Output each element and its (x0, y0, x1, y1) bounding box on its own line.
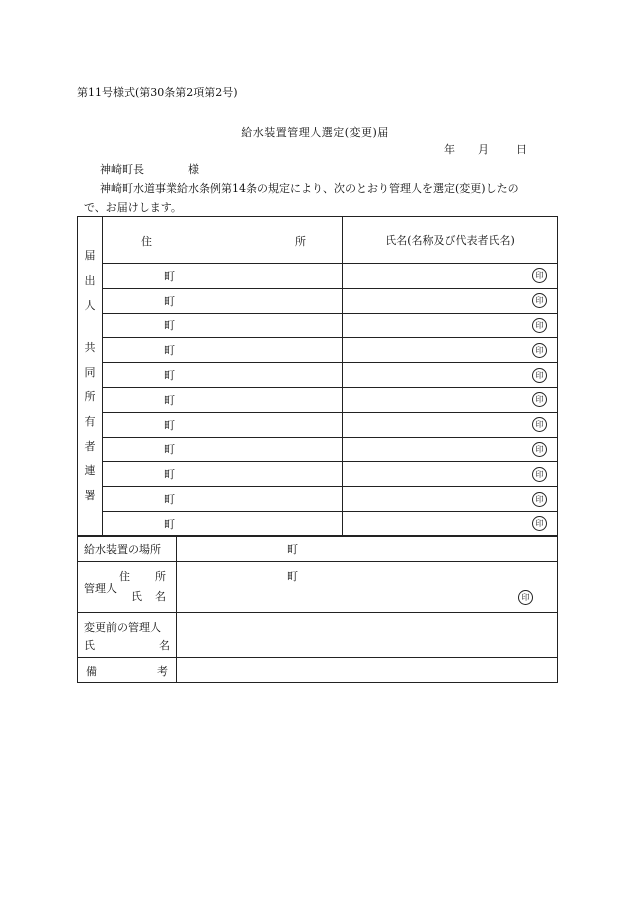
seal-icon: 印 (532, 516, 547, 531)
side-char: 出 (84, 274, 96, 287)
manager-address-label-1: 住 (119, 570, 130, 583)
address-header-char1: 住 (141, 235, 152, 248)
side-char: 有 (84, 414, 96, 428)
body-text-line1: 神崎町水道事業給水条例第14条の規定により、次のとおり管理人を選定(変更)したの (100, 182, 519, 195)
side-char: 署 (84, 488, 96, 502)
side-char: 者 (84, 439, 96, 453)
applicants-side-label (78, 217, 103, 537)
address-header-char2: 所 (295, 235, 306, 248)
seal-icon: 印 (532, 318, 547, 333)
side-char: 人 (84, 298, 96, 312)
addressee-name: 神崎町長 (100, 163, 144, 176)
table-row (78, 288, 558, 313)
seal-icon: 印 (532, 492, 547, 507)
side-char: 同 (84, 365, 96, 379)
form-number: 第11号様式(第30条第2項第2号) (77, 86, 238, 99)
side-char: 連 (84, 464, 96, 478)
name-cell[interactable] (343, 412, 558, 437)
manager-address-label-2: 所 (155, 570, 166, 583)
address-cell[interactable]: 町 (103, 288, 343, 313)
seal-icon: 印 (532, 293, 547, 308)
manager-field[interactable] (177, 562, 558, 613)
side-char: 共 (84, 341, 96, 355)
side-char: 届 (84, 249, 96, 263)
address-cell[interactable]: 町 (103, 387, 343, 412)
name-cell[interactable] (343, 387, 558, 412)
remarks-label-cell (78, 658, 177, 683)
name-cell[interactable] (343, 462, 558, 487)
body-text-line2: で、お届けします。 (84, 201, 182, 214)
remarks-label-2: 考 (157, 665, 168, 678)
date-month: 月 (478, 143, 489, 156)
seal-icon: 印 (532, 467, 547, 482)
address-cell[interactable]: 町 (103, 511, 343, 536)
manager-label: 管理人 (84, 582, 117, 595)
address-cell[interactable]: 町 (103, 462, 343, 487)
supply-place-field[interactable]: 町 (177, 536, 558, 562)
table-row (78, 387, 558, 412)
name-header: 氏名(名称及び代表者氏名) (343, 217, 558, 264)
name-cell[interactable] (343, 264, 558, 289)
address-cell[interactable]: 町 (103, 437, 343, 462)
manager-name-label-1: 氏 (131, 590, 142, 603)
name-cell[interactable] (343, 338, 558, 363)
manager-label-cell (78, 562, 177, 613)
manager-table (77, 536, 557, 683)
address-cell[interactable]: 町 (103, 363, 343, 388)
table-row (78, 511, 558, 536)
name-cell[interactable] (343, 363, 558, 388)
address-cell[interactable]: 町 (103, 412, 343, 437)
name-cell[interactable] (343, 487, 558, 512)
applicants-table (77, 216, 557, 537)
name-cell[interactable] (343, 511, 558, 536)
addressee-honorific: 様 (188, 163, 199, 176)
previous-manager-label: 変更前の管理人 (84, 621, 161, 634)
previous-manager-field[interactable] (177, 613, 558, 658)
supply-place-label: 給水装置の場所 (78, 536, 177, 562)
previous-manager-name-label-2: 名 (159, 639, 170, 652)
address-cell[interactable]: 町 (103, 313, 343, 338)
seal-icon: 印 (532, 417, 547, 432)
table-row (78, 338, 558, 363)
table-row (78, 437, 558, 462)
date-line (444, 141, 527, 157)
side-char: 所 (84, 390, 96, 404)
seal-icon: 印 (532, 268, 547, 283)
seal-icon: 印 (532, 392, 547, 407)
seal-icon: 印 (532, 442, 547, 457)
remarks-label-1: 備 (86, 665, 97, 678)
table-row (78, 487, 558, 512)
address-cell[interactable]: 町 (103, 338, 343, 363)
previous-manager-name-label-1: 氏 (84, 639, 95, 652)
address-cell[interactable]: 町 (103, 487, 343, 512)
address-cell[interactable]: 町 (103, 264, 343, 289)
date-year: 年 (444, 143, 455, 156)
previous-manager-label-cell (78, 613, 177, 658)
name-cell[interactable] (343, 313, 558, 338)
name-cell[interactable] (343, 437, 558, 462)
form-title: 給水装置管理人選定(変更)届 (241, 126, 389, 139)
name-cell[interactable] (343, 288, 558, 313)
table-row (78, 313, 558, 338)
table-row (78, 363, 558, 388)
seal-icon: 印 (518, 590, 533, 605)
table-row (78, 264, 558, 289)
address-header (103, 217, 343, 264)
manager-town: 町 (287, 570, 298, 583)
date-day: 日 (516, 143, 527, 156)
manager-name-label-2: 名 (155, 590, 166, 603)
seal-icon: 印 (532, 368, 547, 383)
remarks-field[interactable] (177, 658, 558, 683)
seal-icon: 印 (532, 343, 547, 358)
table-row (78, 412, 558, 437)
addressee (100, 161, 199, 177)
table-row (78, 462, 558, 487)
